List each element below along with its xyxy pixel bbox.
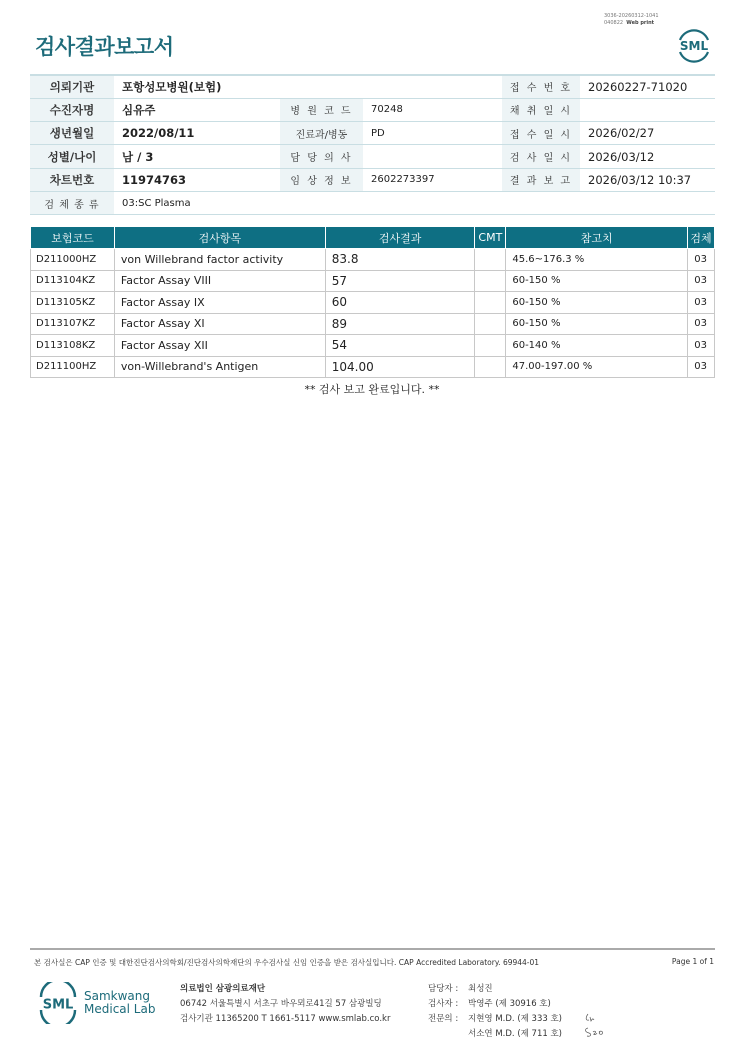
table-row xyxy=(31,292,715,314)
cell-cmt xyxy=(475,292,506,314)
label-patient-name: 수진자명 xyxy=(30,98,114,121)
staff-value: 지현영 M.D. (제 333 호) xyxy=(468,1014,563,1024)
header-cmt: CMT xyxy=(475,227,506,249)
staff-row xyxy=(428,982,562,997)
label-receipt-number: 접 수 번 호 xyxy=(502,75,580,98)
print-meta xyxy=(604,13,659,27)
table-row xyxy=(31,356,715,378)
info-row xyxy=(30,75,715,98)
value-test-date: 2026/03/12 xyxy=(580,145,715,168)
label-birth-date: 생년월일 xyxy=(30,122,114,145)
staff-label xyxy=(428,1027,468,1042)
cell-result: 54 xyxy=(325,335,475,357)
cell-reference: 60-150 % xyxy=(506,292,688,314)
cell-item: von-Willebrand's Antigen xyxy=(114,356,325,378)
cell-item: Factor Assay XI xyxy=(114,313,325,335)
info-row xyxy=(30,145,715,168)
cell-cmt xyxy=(475,335,506,357)
staff-row xyxy=(428,1027,562,1042)
value-receipt-number: 20260227-71020 xyxy=(580,75,715,98)
patient-info-table xyxy=(30,74,715,215)
staff-block xyxy=(428,982,562,1042)
completion-note: ** 검사 보고 완료입니다. ** xyxy=(304,383,440,396)
staff-value: 서소연 M.D. (제 711 호) xyxy=(468,1029,563,1039)
print-meta-id: 3036-20260312-1041 xyxy=(604,13,659,19)
cell-specimen: 03 xyxy=(687,313,714,335)
label-collection-date: 채 취 일 시 xyxy=(502,98,580,121)
table-row xyxy=(31,270,715,292)
info-row xyxy=(30,191,715,214)
samkwang-logo-icon xyxy=(35,982,81,1024)
company-name xyxy=(84,990,155,1016)
label-test-date: 검 사 일 시 xyxy=(502,145,580,168)
label-department: 진료과/병동 xyxy=(280,122,363,145)
cell-result: 57 xyxy=(325,270,475,292)
cell-cmt xyxy=(475,249,506,271)
header-test-item: 검사항목 xyxy=(114,227,325,249)
value-chart-number: 11974763 xyxy=(114,168,280,191)
label-clinical-info: 임 상 정 보 xyxy=(280,168,363,191)
cell-specimen: 03 xyxy=(687,356,714,378)
org-name: 의료법인 삼광의료재단 xyxy=(180,984,266,994)
value-department: PD xyxy=(363,122,502,145)
results-table xyxy=(30,226,715,378)
header-specimen: 검체 xyxy=(687,227,714,249)
header-insurance-code: 보험코드 xyxy=(31,227,115,249)
print-meta-label: Web print xyxy=(626,20,655,26)
cell-code: D211100HZ xyxy=(31,356,115,378)
cell-code: D113104KZ xyxy=(31,270,115,292)
cell-item: Factor Assay XII xyxy=(114,335,325,357)
cell-reference: 60-150 % xyxy=(506,270,688,292)
cell-specimen: 03 xyxy=(687,292,714,314)
signature-icon xyxy=(582,1008,608,1040)
cell-specimen: 03 xyxy=(687,249,714,271)
value-clinical-info: 2602273397 xyxy=(363,168,502,191)
contact: 검사기관 11365200 T 1661-5117 www.smlab.co.kr xyxy=(180,1014,391,1024)
label-result-report: 결 과 보 고 xyxy=(502,168,580,191)
address: 06742 서울특별시 서초구 바우뫼로41길 57 삼광빌딩 xyxy=(180,999,382,1009)
cell-code: D113108KZ xyxy=(31,335,115,357)
cell-reference: 60-150 % xyxy=(506,313,688,335)
cell-reference: 45.6~176.3 % xyxy=(506,249,688,271)
table-row xyxy=(31,313,715,335)
logo-text-bottom: SML xyxy=(42,997,74,1013)
cell-reference: 47.00-197.00 % xyxy=(506,356,688,378)
print-meta-code: 040822 xyxy=(604,20,624,26)
label-requesting-institution: 의뢰기관 xyxy=(30,75,114,98)
label-hospital-code: 병 원 코 드 xyxy=(280,98,363,121)
value-birth-date: 2022/08/11 xyxy=(114,122,280,145)
cell-result: 89 xyxy=(325,313,475,335)
cell-reference: 60-140 % xyxy=(506,335,688,357)
footer-divider xyxy=(30,948,715,950)
cell-specimen: 03 xyxy=(687,335,714,357)
staff-row xyxy=(428,1012,562,1027)
value-patient-name: 심유주 xyxy=(114,98,280,121)
header-reference: 참고치 xyxy=(506,227,688,249)
label-chart-number: 차트번호 xyxy=(30,168,114,191)
page-number: Page 1 of 1 xyxy=(671,957,714,966)
cell-code: D113105KZ xyxy=(31,292,115,314)
value-result-report: 2026/03/12 10:37 xyxy=(580,168,715,191)
cell-result: 83.8 xyxy=(325,249,475,271)
staff-label: 전문의 : xyxy=(428,1014,459,1024)
certification-note: 본 검사실은 CAP 인증 및 대한진단검사의학회/진단검사의학재단의 우수검사실 신임 인증을 받은 검사실입니다. CAP Accredited Laboratory. 69944-01 xyxy=(34,958,540,967)
cell-result: 60 xyxy=(325,292,475,314)
company-name-line1: Samkwang xyxy=(84,989,150,1003)
value-receipt-date: 2026/02/27 xyxy=(580,122,715,145)
label-receipt-date: 접 수 일 시 xyxy=(502,122,580,145)
value-specimen-type: 03:SC Plasma xyxy=(114,191,715,214)
table-row xyxy=(31,335,715,357)
logo-text-top: SML xyxy=(679,39,709,53)
company-name-line2: Medical Lab xyxy=(84,1002,156,1016)
results-header-row xyxy=(31,227,715,249)
value-requesting-institution: 포항성모병원(보험) xyxy=(114,75,502,98)
cell-specimen: 03 xyxy=(687,270,714,292)
cell-result: 104.00 xyxy=(325,356,475,378)
address-block xyxy=(180,982,390,1027)
cell-code: D113107KZ xyxy=(31,313,115,335)
value-sex-age: 남 / 3 xyxy=(114,145,280,168)
staff-label: 검사자 : xyxy=(428,999,459,1009)
staff-value: 박영주 (제 30916 호) xyxy=(468,999,551,1009)
header-test-result: 검사결과 xyxy=(325,227,475,249)
cell-cmt xyxy=(475,313,506,335)
print-meta-web xyxy=(604,20,659,27)
value-hospital-code: 70248 xyxy=(363,98,502,121)
info-row xyxy=(30,168,715,191)
table-row xyxy=(31,249,715,271)
info-row xyxy=(30,98,715,121)
sml-logo-icon xyxy=(674,26,714,64)
label-sex-age: 성별/나이 xyxy=(30,145,114,168)
staff-row xyxy=(428,997,562,1012)
value-collection-date xyxy=(580,98,715,121)
label-specimen-type: 검 체 종 류 xyxy=(30,191,114,214)
info-row xyxy=(30,122,715,145)
staff-value: 최성진 xyxy=(468,984,493,994)
label-doctor: 담 당 의 사 xyxy=(280,145,363,168)
cell-cmt xyxy=(475,270,506,292)
cell-code: D211000HZ xyxy=(31,249,115,271)
value-doctor xyxy=(363,145,502,168)
cell-cmt xyxy=(475,356,506,378)
page-title: 검사결과보고서 xyxy=(35,35,174,59)
staff-label: 담당자 : xyxy=(428,984,459,994)
cell-item: Factor Assay IX xyxy=(114,292,325,314)
cell-item: Factor Assay VIII xyxy=(114,270,325,292)
cell-item: von Willebrand factor activity xyxy=(114,249,325,271)
